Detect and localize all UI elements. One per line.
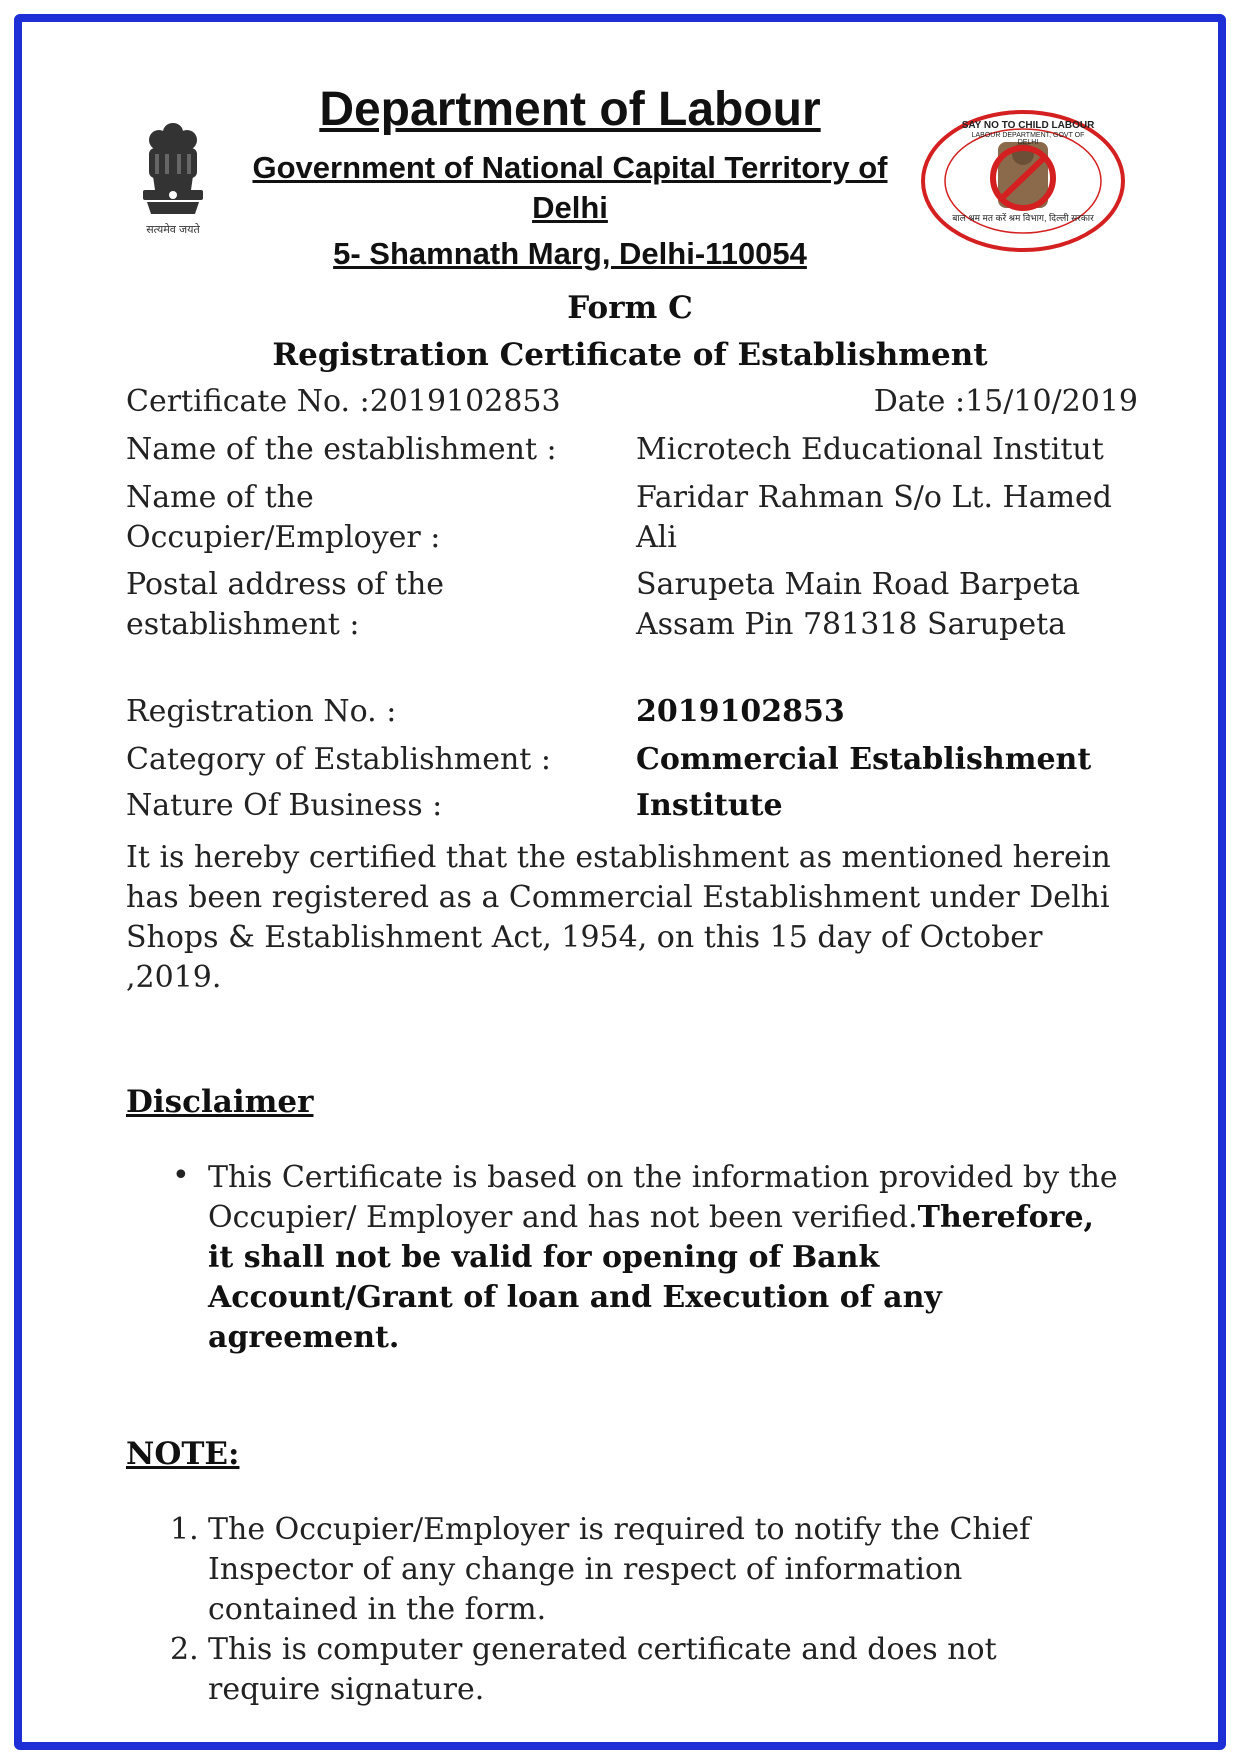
- disclaimer-bold-text: Therefore, it shall not be valid for opening of Bank Account/Grant of loan and Execution of any agreement.: [208, 1200, 1094, 1355]
- field-value-registration-no: 2019102853: [636, 694, 845, 729]
- government-name: Government of National Capital Territory of Delhi: [252, 150, 888, 225]
- note-item-text: This is computer generated certificate and does not require signature.: [208, 1632, 997, 1707]
- field-value-postal-address: Sarupeta Main Road Barpeta Assam Pin 781318 Sarupeta: [636, 567, 1081, 642]
- form-name: Form C: [567, 290, 693, 326]
- field-value-establishment: Microtech Educational Institut: [636, 432, 1104, 467]
- disclaimer-bullet: •: [172, 1158, 190, 1193]
- certificate-number: Certificate No. :2019102853: [126, 384, 561, 419]
- field-label-nature-of-business: Nature Of Business :: [126, 788, 443, 823]
- field-label-establishment: Name of the establishment :: [126, 432, 557, 467]
- state-emblem-icon: [135, 120, 211, 244]
- disclaimer-heading: Disclaimer: [126, 1084, 314, 1120]
- note-item-number: 2.: [170, 1632, 199, 1667]
- form-title: Registration Certificate of Establishment: [272, 337, 988, 373]
- certificate-date: Date :15/10/2019: [873, 384, 1138, 419]
- note-item-number: 1.: [170, 1512, 199, 1547]
- field-value-category: Commercial Establishment: [636, 742, 1092, 777]
- seal-top-text: SAY NO TO CHILD LABOUR: [961, 120, 1095, 131]
- seal-bottom-text: बाल श्रम मत करें श्रम विभाग, दिल्ली सरकार: [952, 213, 1094, 223]
- disclaimer-text: [208, 1158, 1128, 1358]
- field-label-postal-address: Postal address of the establishment :: [126, 567, 445, 642]
- field-label-occupier: Name of the Occupier/Employer :: [126, 480, 441, 555]
- emblem-caption: सत्यमेव जयते: [146, 224, 200, 236]
- seal-sub-text: LABOUR DEPARTMENT, GOVT OF DELHI: [971, 132, 1085, 146]
- department-address: 5- Shamnath Marg, Delhi-110054: [333, 236, 807, 271]
- certification-statement: It is hereby certified that the establishment as mentioned herein has been registered as a Commercial Establishment under Delhi Shops & Establishment Act, 1954, on this 15 day of October ,2019.: [126, 840, 1111, 995]
- note-item-text: The Occupier/Employer is required to notify the Chief Inspector of any change in respect of information contained in the form.: [208, 1512, 1031, 1627]
- department-title: Department of Labour: [319, 83, 821, 136]
- field-value-nature-of-business: Institute: [636, 788, 783, 823]
- field-label-registration-no: Registration No. :: [126, 694, 397, 729]
- field-value-occupier: Faridar Rahman S/o Lt. Hamed Ali: [636, 480, 1113, 555]
- field-label-category: Category of Establishment :: [126, 742, 552, 777]
- note-heading: NOTE:: [126, 1436, 240, 1472]
- disclaimer-plain-text: This Certificate is based on the information provided by the Occupier/ Employer and has not been verified.: [208, 1160, 1118, 1235]
